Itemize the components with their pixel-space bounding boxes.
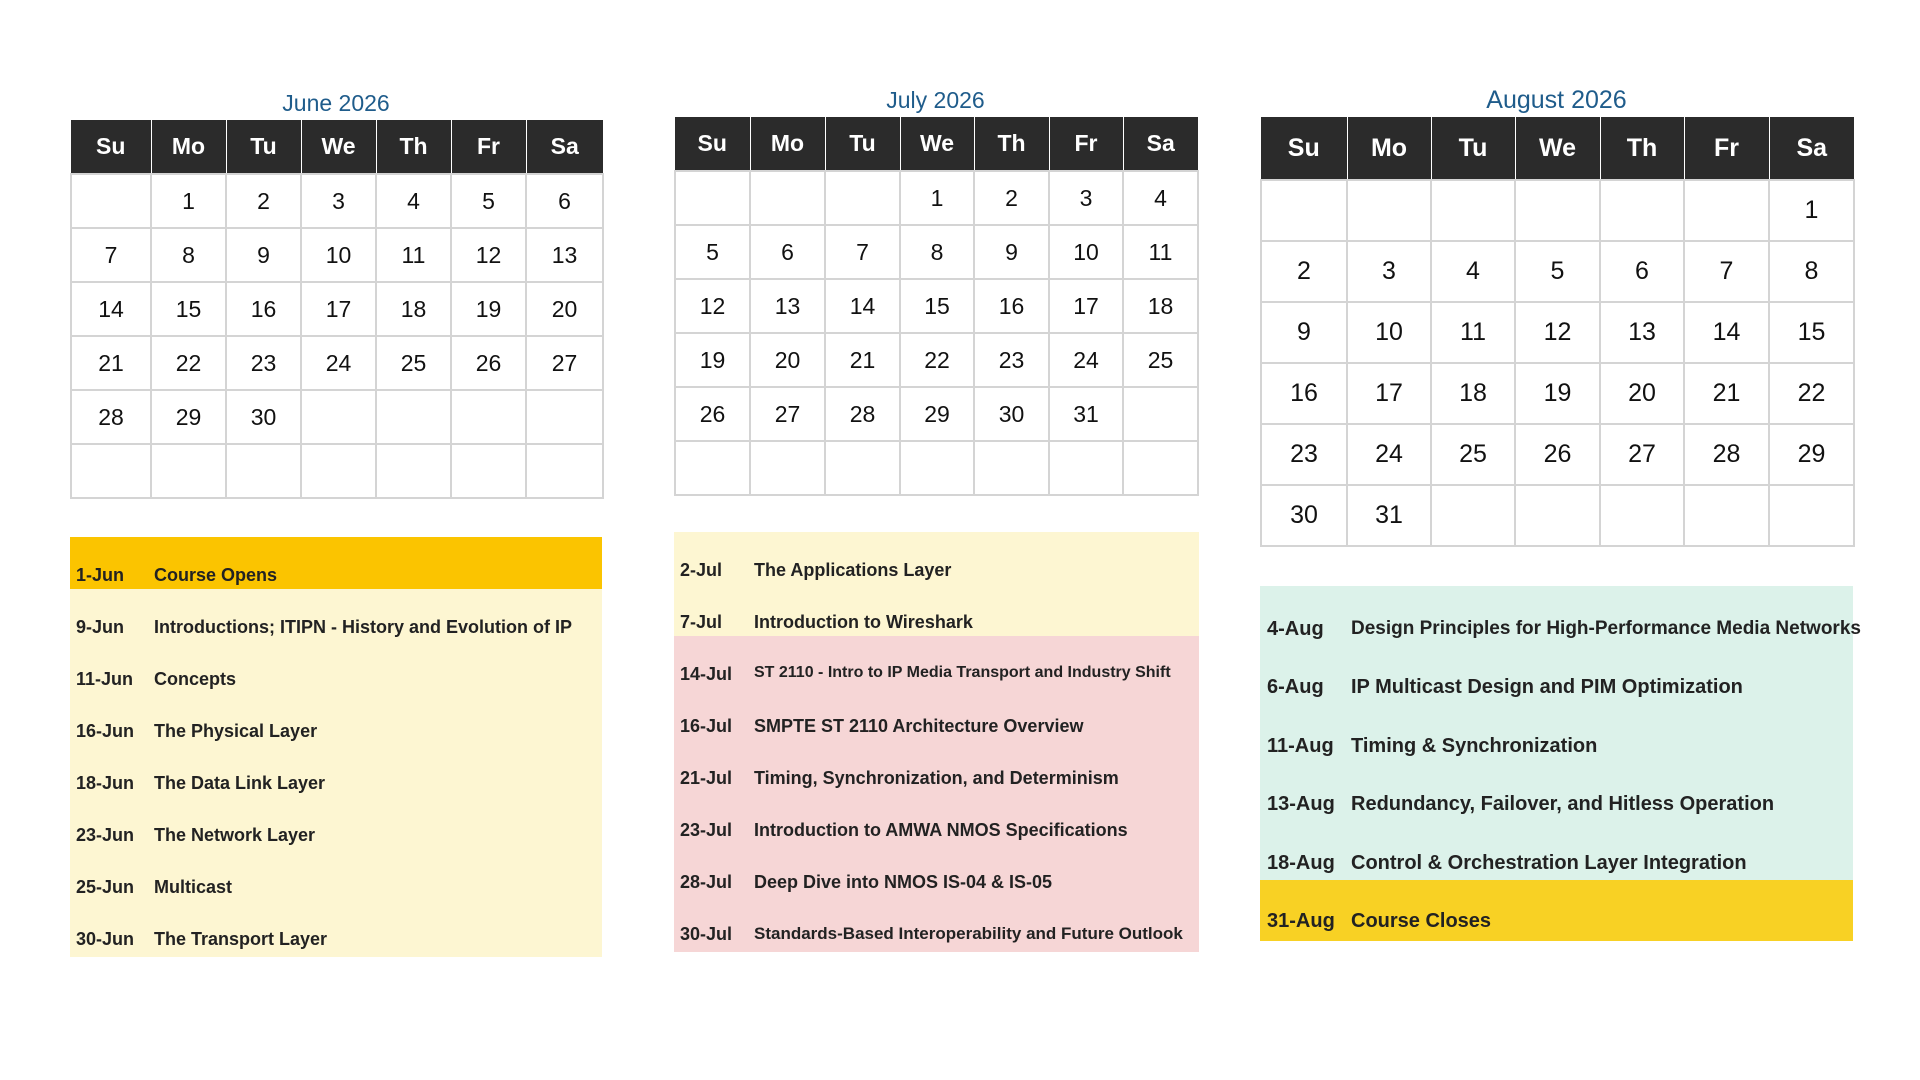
weekday-header: Sa xyxy=(526,120,603,174)
day-cell[interactable]: 23 xyxy=(974,333,1049,387)
schedule-topic: Control & Orchestration Layer Integration xyxy=(1351,852,1747,874)
day-cell[interactable]: 5 xyxy=(1515,241,1600,302)
day-cell[interactable]: 22 xyxy=(900,333,974,387)
day-cell[interactable]: 14 xyxy=(71,282,151,336)
schedule-topic: Introductions; ITIPN - History and Evolution of IP xyxy=(154,617,572,637)
empty-day-cell xyxy=(750,171,825,225)
day-cell[interactable]: 8 xyxy=(151,228,226,282)
schedule-topic: Design Principles for High-Performance Media Networks xyxy=(1351,618,1861,639)
day-cell[interactable]: 12 xyxy=(451,228,526,282)
weekday-header: We xyxy=(1515,117,1600,180)
weekday-header: Fr xyxy=(1684,117,1769,180)
day-cell[interactable]: 15 xyxy=(900,279,974,333)
schedule-topic: Timing, Synchronization, and Determinism xyxy=(754,768,1119,788)
day-cell[interactable]: 28 xyxy=(825,387,900,441)
schedule-date: 28-Jul xyxy=(680,872,733,892)
empty-day-cell xyxy=(151,444,226,498)
day-cell[interactable]: 7 xyxy=(1684,241,1769,302)
schedule-topic: Timing & Synchronization xyxy=(1351,735,1598,757)
empty-day-cell xyxy=(1123,387,1198,441)
schedule-topic: Standards-Based Interoperability and Future Outlook xyxy=(754,924,1183,943)
day-cell[interactable]: 8 xyxy=(1769,241,1854,302)
empty-day-cell xyxy=(974,441,1049,495)
schedule-date: 16-Jun xyxy=(76,721,135,741)
empty-day-cell xyxy=(1769,485,1854,546)
day-cell[interactable]: 21 xyxy=(825,333,900,387)
weekday-header: Tu xyxy=(226,120,301,174)
day-cell[interactable]: 11 xyxy=(1123,225,1198,279)
weekday-header: Sa xyxy=(1769,117,1854,180)
day-cell[interactable]: 29 xyxy=(151,390,226,444)
day-cell[interactable]: 19 xyxy=(675,333,750,387)
weekday-header: Fr xyxy=(1049,117,1123,171)
schedule-topic: Introduction to Wireshark xyxy=(754,612,973,632)
day-cell[interactable]: 14 xyxy=(1684,302,1769,363)
weekday-header: Su xyxy=(71,120,151,174)
day-cell[interactable]: 30 xyxy=(974,387,1049,441)
day-cell[interactable]: 12 xyxy=(675,279,750,333)
schedule-topic: The Physical Layer xyxy=(154,721,318,741)
empty-day-cell xyxy=(1684,180,1769,241)
empty-day-cell xyxy=(1431,485,1515,546)
schedule-date: 2-Jul xyxy=(680,560,723,580)
schedule-topic: The Network Layer xyxy=(154,825,316,845)
day-cell[interactable]: 1 xyxy=(151,174,226,228)
day-cell[interactable]: 28 xyxy=(71,390,151,444)
day-cell[interactable]: 15 xyxy=(1769,302,1854,363)
day-cell[interactable]: 31 xyxy=(1049,387,1123,441)
schedule-date: 18-Jun xyxy=(76,773,135,793)
day-cell[interactable]: 2 xyxy=(1261,241,1347,302)
schedule-date: 11-Jun xyxy=(76,669,134,689)
day-cell[interactable]: 19 xyxy=(451,282,526,336)
schedule-topic: ST 2110 - Intro to IP Media Transport and Industry Shift xyxy=(754,664,1171,681)
schedule-date: 23-Jul xyxy=(680,820,733,840)
day-cell[interactable]: 28 xyxy=(1684,424,1769,485)
day-cell[interactable]: 3 xyxy=(301,174,376,228)
day-cell[interactable]: 12 xyxy=(1515,302,1600,363)
day-cell[interactable]: 11 xyxy=(1431,302,1515,363)
schedule-date: 16-Jul xyxy=(680,716,733,736)
day-cell[interactable]: 26 xyxy=(675,387,750,441)
day-cell[interactable]: 18 xyxy=(1123,279,1198,333)
empty-day-cell xyxy=(675,441,750,495)
weekday-header: Su xyxy=(675,117,750,171)
august-title: August 2026 xyxy=(1486,86,1627,114)
empty-day-cell xyxy=(451,444,526,498)
schedule-topic: SMPTE ST 2110 Architecture Overview xyxy=(754,716,1084,736)
july-title: July 2026 xyxy=(886,87,985,113)
weekday-header: Mo xyxy=(1347,117,1431,180)
day-cell[interactable]: 4 xyxy=(1431,241,1515,302)
day-cell[interactable]: 13 xyxy=(750,279,825,333)
day-cell[interactable]: 20 xyxy=(750,333,825,387)
empty-day-cell xyxy=(1684,485,1769,546)
empty-day-cell xyxy=(526,444,603,498)
schedule-topic: Course Closes xyxy=(1351,910,1492,932)
day-cell[interactable]: 9 xyxy=(226,228,301,282)
day-cell[interactable]: 6 xyxy=(750,225,825,279)
day-cell[interactable]: 16 xyxy=(974,279,1049,333)
schedule-date: 14-Jul xyxy=(680,664,733,684)
schedule-topic: The Transport Layer xyxy=(154,929,328,949)
day-cell[interactable]: 25 xyxy=(376,336,451,390)
day-cell[interactable]: 24 xyxy=(1347,424,1431,485)
weekday-header: Mo xyxy=(750,117,825,171)
weekday-header: Su xyxy=(1261,117,1347,180)
empty-day-cell xyxy=(1515,180,1600,241)
day-cell[interactable]: 5 xyxy=(675,225,750,279)
june-title: June 2026 xyxy=(282,90,390,116)
schedule-date: 4-Aug xyxy=(1267,618,1324,640)
day-cell[interactable]: 7 xyxy=(825,225,900,279)
day-cell[interactable]: 17 xyxy=(301,282,376,336)
weekday-header: Tu xyxy=(825,117,900,171)
day-cell[interactable]: 2 xyxy=(974,171,1049,225)
weekday-header: Tu xyxy=(1431,117,1515,180)
empty-day-cell xyxy=(376,444,451,498)
schedule-topic: Deep Dive into NMOS IS-04 & IS-05 xyxy=(754,872,1053,892)
empty-day-cell xyxy=(900,441,974,495)
empty-day-cell xyxy=(1600,485,1684,546)
day-cell[interactable]: 31 xyxy=(1347,485,1431,546)
day-cell[interactable]: 18 xyxy=(1431,363,1515,424)
day-cell[interactable]: 26 xyxy=(1515,424,1600,485)
day-cell[interactable]: 17 xyxy=(1049,279,1123,333)
schedule-topic: Redundancy, Failover, and Hitless Operation xyxy=(1351,793,1775,815)
day-cell[interactable]: 27 xyxy=(526,336,603,390)
day-cell[interactable]: 26 xyxy=(451,336,526,390)
july-calendar xyxy=(674,117,1199,496)
empty-day-cell xyxy=(675,171,750,225)
august-calendar xyxy=(1260,117,1855,547)
empty-day-cell xyxy=(526,390,603,444)
day-cell[interactable]: 27 xyxy=(1600,424,1684,485)
day-cell[interactable]: 24 xyxy=(1049,333,1123,387)
empty-day-cell xyxy=(71,444,151,498)
day-cell[interactable]: 3 xyxy=(1049,171,1123,225)
schedule-topic: Concepts xyxy=(154,669,237,689)
day-cell[interactable]: 24 xyxy=(301,336,376,390)
schedule-date: 1-Jun xyxy=(76,565,125,585)
empty-day-cell xyxy=(825,441,900,495)
schedule-date: 6-Aug xyxy=(1267,676,1324,698)
day-cell[interactable]: 16 xyxy=(226,282,301,336)
day-cell[interactable]: 29 xyxy=(900,387,974,441)
empty-day-cell xyxy=(1600,180,1684,241)
day-cell[interactable]: 20 xyxy=(526,282,603,336)
day-cell[interactable]: 10 xyxy=(301,228,376,282)
schedule-topic: Introduction to AMWA NMOS Specifications xyxy=(754,820,1128,840)
day-cell[interactable]: 25 xyxy=(1123,333,1198,387)
empty-day-cell xyxy=(1431,180,1515,241)
weekday-header: We xyxy=(900,117,974,171)
day-cell[interactable]: 23 xyxy=(1261,424,1347,485)
day-cell[interactable]: 10 xyxy=(1049,225,1123,279)
schedule-date: 23-Jun xyxy=(76,825,135,845)
schedule-date: 11-Aug xyxy=(1267,735,1334,757)
day-cell[interactable]: 5 xyxy=(451,174,526,228)
weekday-header: Fr xyxy=(451,120,526,174)
day-cell[interactable]: 21 xyxy=(1684,363,1769,424)
weekday-header: Mo xyxy=(151,120,226,174)
schedule-date: 18-Aug xyxy=(1267,852,1335,874)
day-cell[interactable]: 4 xyxy=(376,174,451,228)
day-cell[interactable]: 29 xyxy=(1769,424,1854,485)
day-cell[interactable]: 6 xyxy=(526,174,603,228)
july-schedule xyxy=(674,532,1199,952)
schedule-date: 30-Jul xyxy=(680,924,733,944)
day-cell[interactable]: 1 xyxy=(1769,180,1854,241)
june-calendar xyxy=(70,120,604,499)
schedule-date: 9-Jun xyxy=(76,617,125,637)
day-cell[interactable]: 8 xyxy=(900,225,974,279)
day-cell[interactable]: 17 xyxy=(1347,363,1431,424)
empty-day-cell xyxy=(301,444,376,498)
schedule-date: 13-Aug xyxy=(1267,793,1335,815)
day-cell[interactable]: 9 xyxy=(974,225,1049,279)
schedule-topic: Course Opens xyxy=(154,565,278,585)
weekday-header: Th xyxy=(376,120,451,174)
day-cell[interactable]: 13 xyxy=(526,228,603,282)
day-cell[interactable]: 9 xyxy=(1261,302,1347,363)
day-cell[interactable]: 1 xyxy=(900,171,974,225)
day-cell[interactable]: 25 xyxy=(1431,424,1515,485)
weekday-header: Th xyxy=(1600,117,1684,180)
schedule-date: 25-Jun xyxy=(76,877,135,897)
empty-day-cell xyxy=(825,171,900,225)
day-cell[interactable]: 14 xyxy=(825,279,900,333)
day-cell[interactable]: 27 xyxy=(750,387,825,441)
empty-day-cell xyxy=(750,441,825,495)
schedule-topic: The Data Link Layer xyxy=(154,773,326,793)
day-cell[interactable]: 16 xyxy=(1261,363,1347,424)
empty-day-cell xyxy=(1515,485,1600,546)
day-cell[interactable]: 7 xyxy=(71,228,151,282)
empty-day-cell xyxy=(1261,180,1347,241)
day-cell[interactable]: 23 xyxy=(226,336,301,390)
day-cell[interactable]: 3 xyxy=(1347,241,1431,302)
day-cell[interactable]: 21 xyxy=(71,336,151,390)
empty-day-cell xyxy=(376,390,451,444)
day-cell[interactable]: 22 xyxy=(1769,363,1854,424)
day-cell[interactable]: 30 xyxy=(1261,485,1347,546)
empty-day-cell xyxy=(71,174,151,228)
empty-day-cell xyxy=(301,390,376,444)
schedule-topic: IP Multicast Design and PIM Optimization xyxy=(1351,676,1743,698)
day-cell[interactable]: 22 xyxy=(151,336,226,390)
schedule-date: 30-Jun xyxy=(76,929,135,949)
schedule-topic: Multicast xyxy=(154,877,233,897)
day-cell[interactable]: 30 xyxy=(226,390,301,444)
day-cell[interactable]: 19 xyxy=(1515,363,1600,424)
weekday-header: We xyxy=(301,120,376,174)
weekday-header: Th xyxy=(974,117,1049,171)
day-cell[interactable]: 13 xyxy=(1600,302,1684,363)
empty-day-cell xyxy=(1049,441,1123,495)
day-cell[interactable]: 18 xyxy=(376,282,451,336)
day-cell[interactable]: 11 xyxy=(376,228,451,282)
schedule-topic: The Applications Layer xyxy=(754,560,952,580)
day-cell[interactable]: 2 xyxy=(226,174,301,228)
empty-day-cell xyxy=(226,444,301,498)
empty-day-cell xyxy=(1123,441,1198,495)
day-cell[interactable]: 6 xyxy=(1600,241,1684,302)
june-schedule xyxy=(70,537,602,957)
weekday-header: Sa xyxy=(1123,117,1198,171)
schedule-date: 7-Jul xyxy=(680,612,723,632)
schedule-date: 21-Jul xyxy=(680,768,733,788)
august-schedule xyxy=(1260,586,1861,941)
day-cell[interactable]: 20 xyxy=(1600,363,1684,424)
empty-day-cell xyxy=(1347,180,1431,241)
schedule-date: 31-Aug xyxy=(1267,910,1335,932)
day-cell[interactable]: 15 xyxy=(151,282,226,336)
day-cell[interactable]: 10 xyxy=(1347,302,1431,363)
empty-day-cell xyxy=(451,390,526,444)
day-cell[interactable]: 4 xyxy=(1123,171,1198,225)
